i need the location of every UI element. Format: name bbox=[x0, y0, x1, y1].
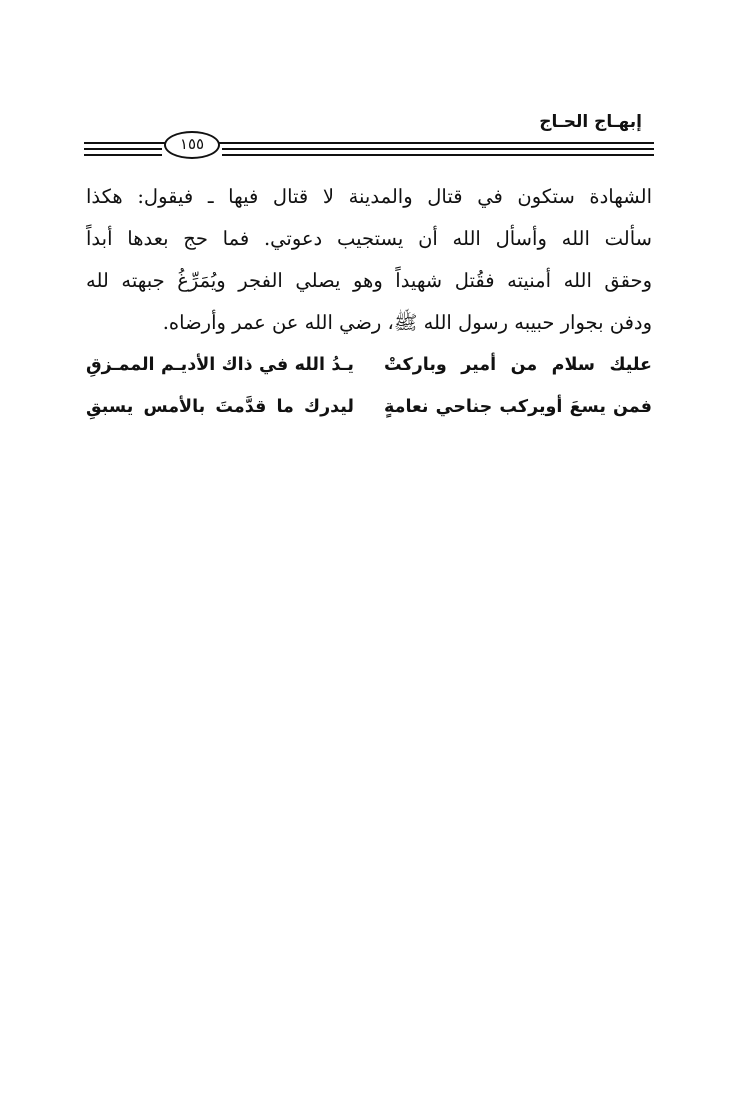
body-line: ودفن بجوار حبيبه رسول الله ﷺ، رضي الله عن عمر وأرضاه. bbox=[162, 311, 652, 334]
poem-verse bbox=[86, 344, 652, 386]
body-paragraph bbox=[86, 176, 652, 344]
header-rule-right-lower bbox=[222, 154, 654, 156]
body-line: سألت الله وأسأل الله أن يستجيب دعوتي. فما حج بعدها أبداً bbox=[86, 227, 652, 250]
header-rule-left-upper bbox=[84, 148, 162, 150]
header-rule-left-lower bbox=[84, 154, 162, 156]
verse-first-hemistich: عليك سلام من أمير وباركتْ bbox=[384, 355, 652, 375]
body-line: الشهادة ستكون في قتال والمدينة لا قتال فيها ـ فيقول: هكذا bbox=[86, 185, 652, 208]
running-header bbox=[84, 108, 654, 160]
verse-first-hemistich: فمن يسعَ أويركب جناحي نعامةٍ bbox=[384, 397, 652, 417]
poem bbox=[86, 344, 652, 428]
body-line: وحقق الله أمنيته فقُتل شهيداً وهو يصلي الفجر ويُمَرِّغُ جبهته لله bbox=[86, 269, 652, 292]
page-number: ١٥٥ bbox=[164, 131, 220, 159]
header-rule-right-upper bbox=[222, 148, 654, 150]
poem-verse bbox=[86, 386, 652, 428]
header-title: إبهـاج الحـاج bbox=[539, 112, 642, 132]
verse-second-hemistich: يـدُ الله في ذاك الأديـم الممـزقِ bbox=[86, 355, 354, 375]
verse-second-hemistich: ليدرك ما قدَّمتَ بالأمس يسبقِ bbox=[86, 397, 354, 417]
